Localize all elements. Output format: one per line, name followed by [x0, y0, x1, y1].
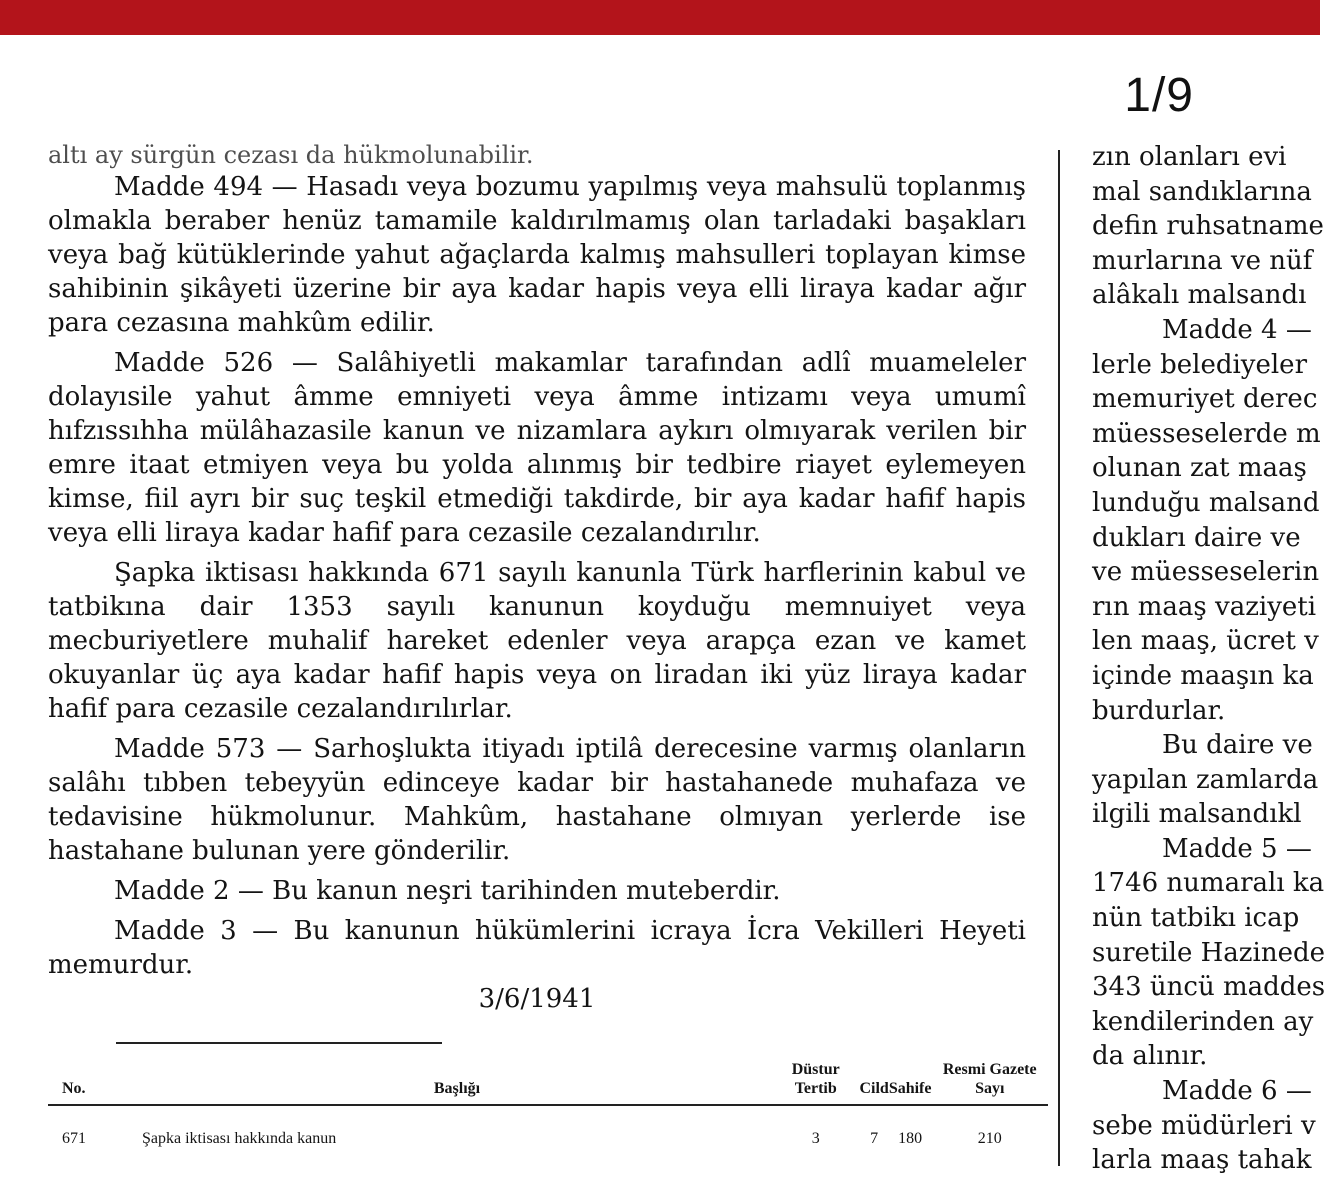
right-line: Madde 4 — — [1162, 314, 1312, 345]
cutoff-line: altı ay sürgün cezası da hükmolunabilir. — [48, 141, 534, 169]
table-row — [48, 1106, 1048, 1156]
cell-cild: 7 — [870, 1130, 879, 1147]
header-dustur: Düstur Tertib — [791, 1061, 840, 1097]
right-line: alâkalı malsandı — [1092, 280, 1307, 311]
right-line: Madde 5 — — [1162, 833, 1312, 864]
column-divider — [1058, 150, 1060, 1166]
right-line: mal sandıklarına — [1092, 176, 1312, 207]
right-line: 343 üncü maddes — [1092, 972, 1326, 1003]
right-line: Madde 6 — — [1162, 1076, 1312, 1107]
cell-resmi: 210 — [977, 1130, 1002, 1147]
right-line: da alınır. — [1092, 1041, 1208, 1072]
table-header-row — [48, 1060, 1048, 1105]
right-line: içinde maaşın ka — [1092, 660, 1314, 691]
right-line: burdurlar. — [1092, 695, 1226, 726]
madde-2: Madde 2 — Bu kanun neşri tarihinden muteberdir. — [114, 876, 781, 906]
cell-no: 671 — [62, 1130, 86, 1147]
header-sahife: Sahife — [888, 1080, 932, 1097]
right-line: yapılan zamlarda — [1092, 764, 1319, 795]
right-line: larla maaş tahak — [1092, 1145, 1312, 1176]
separator-rule — [116, 1042, 442, 1044]
header-title: Başlığı — [433, 1080, 481, 1097]
right-line: müesseselerde m — [1092, 418, 1321, 449]
header-resmi: Resmi Gazete Sayı — [942, 1061, 1037, 1097]
cell-title: Şapka iktisası hakkında kanun — [142, 1130, 337, 1147]
right-line: defin ruhsatname — [1092, 211, 1324, 242]
header-cild: Cild — [859, 1080, 889, 1097]
right-line: nün tatbikı icap — [1092, 903, 1300, 934]
right-line: Bu daire ve — [1162, 730, 1313, 761]
right-line: suretile Hazinede — [1092, 937, 1325, 968]
cell-dustur: 3 — [811, 1130, 820, 1147]
right-line: rın maaş vaziyeti — [1092, 591, 1317, 622]
header-no: No. — [62, 1080, 86, 1097]
right-line: kendilerinden ay — [1092, 1006, 1314, 1037]
madde-494: Madde 494 — Hasadı veya bozumu yapılmış veya mahsulü toplanmış olmakla beraber henüz tamamile kaldırılmamış olan tarladaki başakları veya bağ kütüklerinde yahut ağaçlarda kalmış mahsulleri toplayan kimse sahibinin şikâyeti üzerine bir aya kadar hapis veya elli liraya kadar ağır para cezasına mahkûm edilir. — [48, 172, 1026, 338]
reference-table — [48, 1060, 1048, 1156]
right-line: 1746 numaralı ka — [1092, 868, 1325, 899]
right-line: lerle belediyeler — [1092, 349, 1307, 380]
sapka-paragraph: Şapka iktisası hakkında 671 sayılı kanunla Türk harflerinin kabul ve tatbikına dair 1353 sayılı kanunun koyduğu memnuiyet veya mecburiyetlere muhalif hareket edenler veya arapça ezan ve kamet okuyanlar üç aya kadar hafif hapis veya on liradan iki yüz liraya kadar hafif para cezasile cezalandırılırlar. — [48, 558, 1026, 724]
right-line: memuriyet derec — [1092, 384, 1318, 415]
right-line: lunduğu malsand — [1092, 487, 1320, 518]
cell-sahife: 180 — [898, 1130, 923, 1147]
right-line: sebe müdürleri v — [1092, 1110, 1316, 1141]
right-line: olunan zat maaş — [1092, 453, 1307, 484]
right-column — [1092, 140, 1332, 1176]
page-counter: 1/9 — [1124, 69, 1194, 122]
right-line: ilgili malsandıkl — [1092, 799, 1302, 830]
madde-573: Madde 573 — Sarhoşlukta itiyadı iptilâ derecesine varmış olanların salâhı tıbben tebeyyün edinceye kadar bir hastahanede muhafaza ve tedavisine hükmolunur. Mahkûm, hastahane olmıyan yerlerde ise hastahane bulunan yere gönderilir. — [48, 734, 1026, 866]
right-line: dukları daire ve — [1092, 522, 1301, 553]
right-line: len maaş, ücret v — [1092, 626, 1319, 657]
madde-526: Madde 526 — Salâhiyetli makamlar tarafından adlî muameleler dolayısile yahut âmme emniyeti veya âmme intizamı veya umumî hıfzıssıhha mülâhazasile kanun ve nizamlara aykırı olmıyarak verilen bir emre itaat etmiyen veya bu yolda alınmış bir tedbire riayet eylemeyen kimse, fiil ayrı bir suç teşkil etmediği takdirde, bir aya kadar hafif hapis veya elli liraya kadar hafif para cezasile cezalandırılır. — [48, 348, 1026, 548]
law-date: 3/6/1941 — [478, 984, 596, 1014]
madde-3: Madde 3 — Bu kanunun hükümlerini icraya İcra Vekilleri Heyeti memurdur. — [48, 916, 1026, 980]
left-column — [48, 140, 1037, 1166]
right-line: ve müesseselerin — [1092, 557, 1320, 588]
top-bar — [0, 0, 1320, 35]
right-line: murlarına ve nüf — [1092, 245, 1313, 276]
right-line: zın olanları evi — [1092, 142, 1287, 172]
